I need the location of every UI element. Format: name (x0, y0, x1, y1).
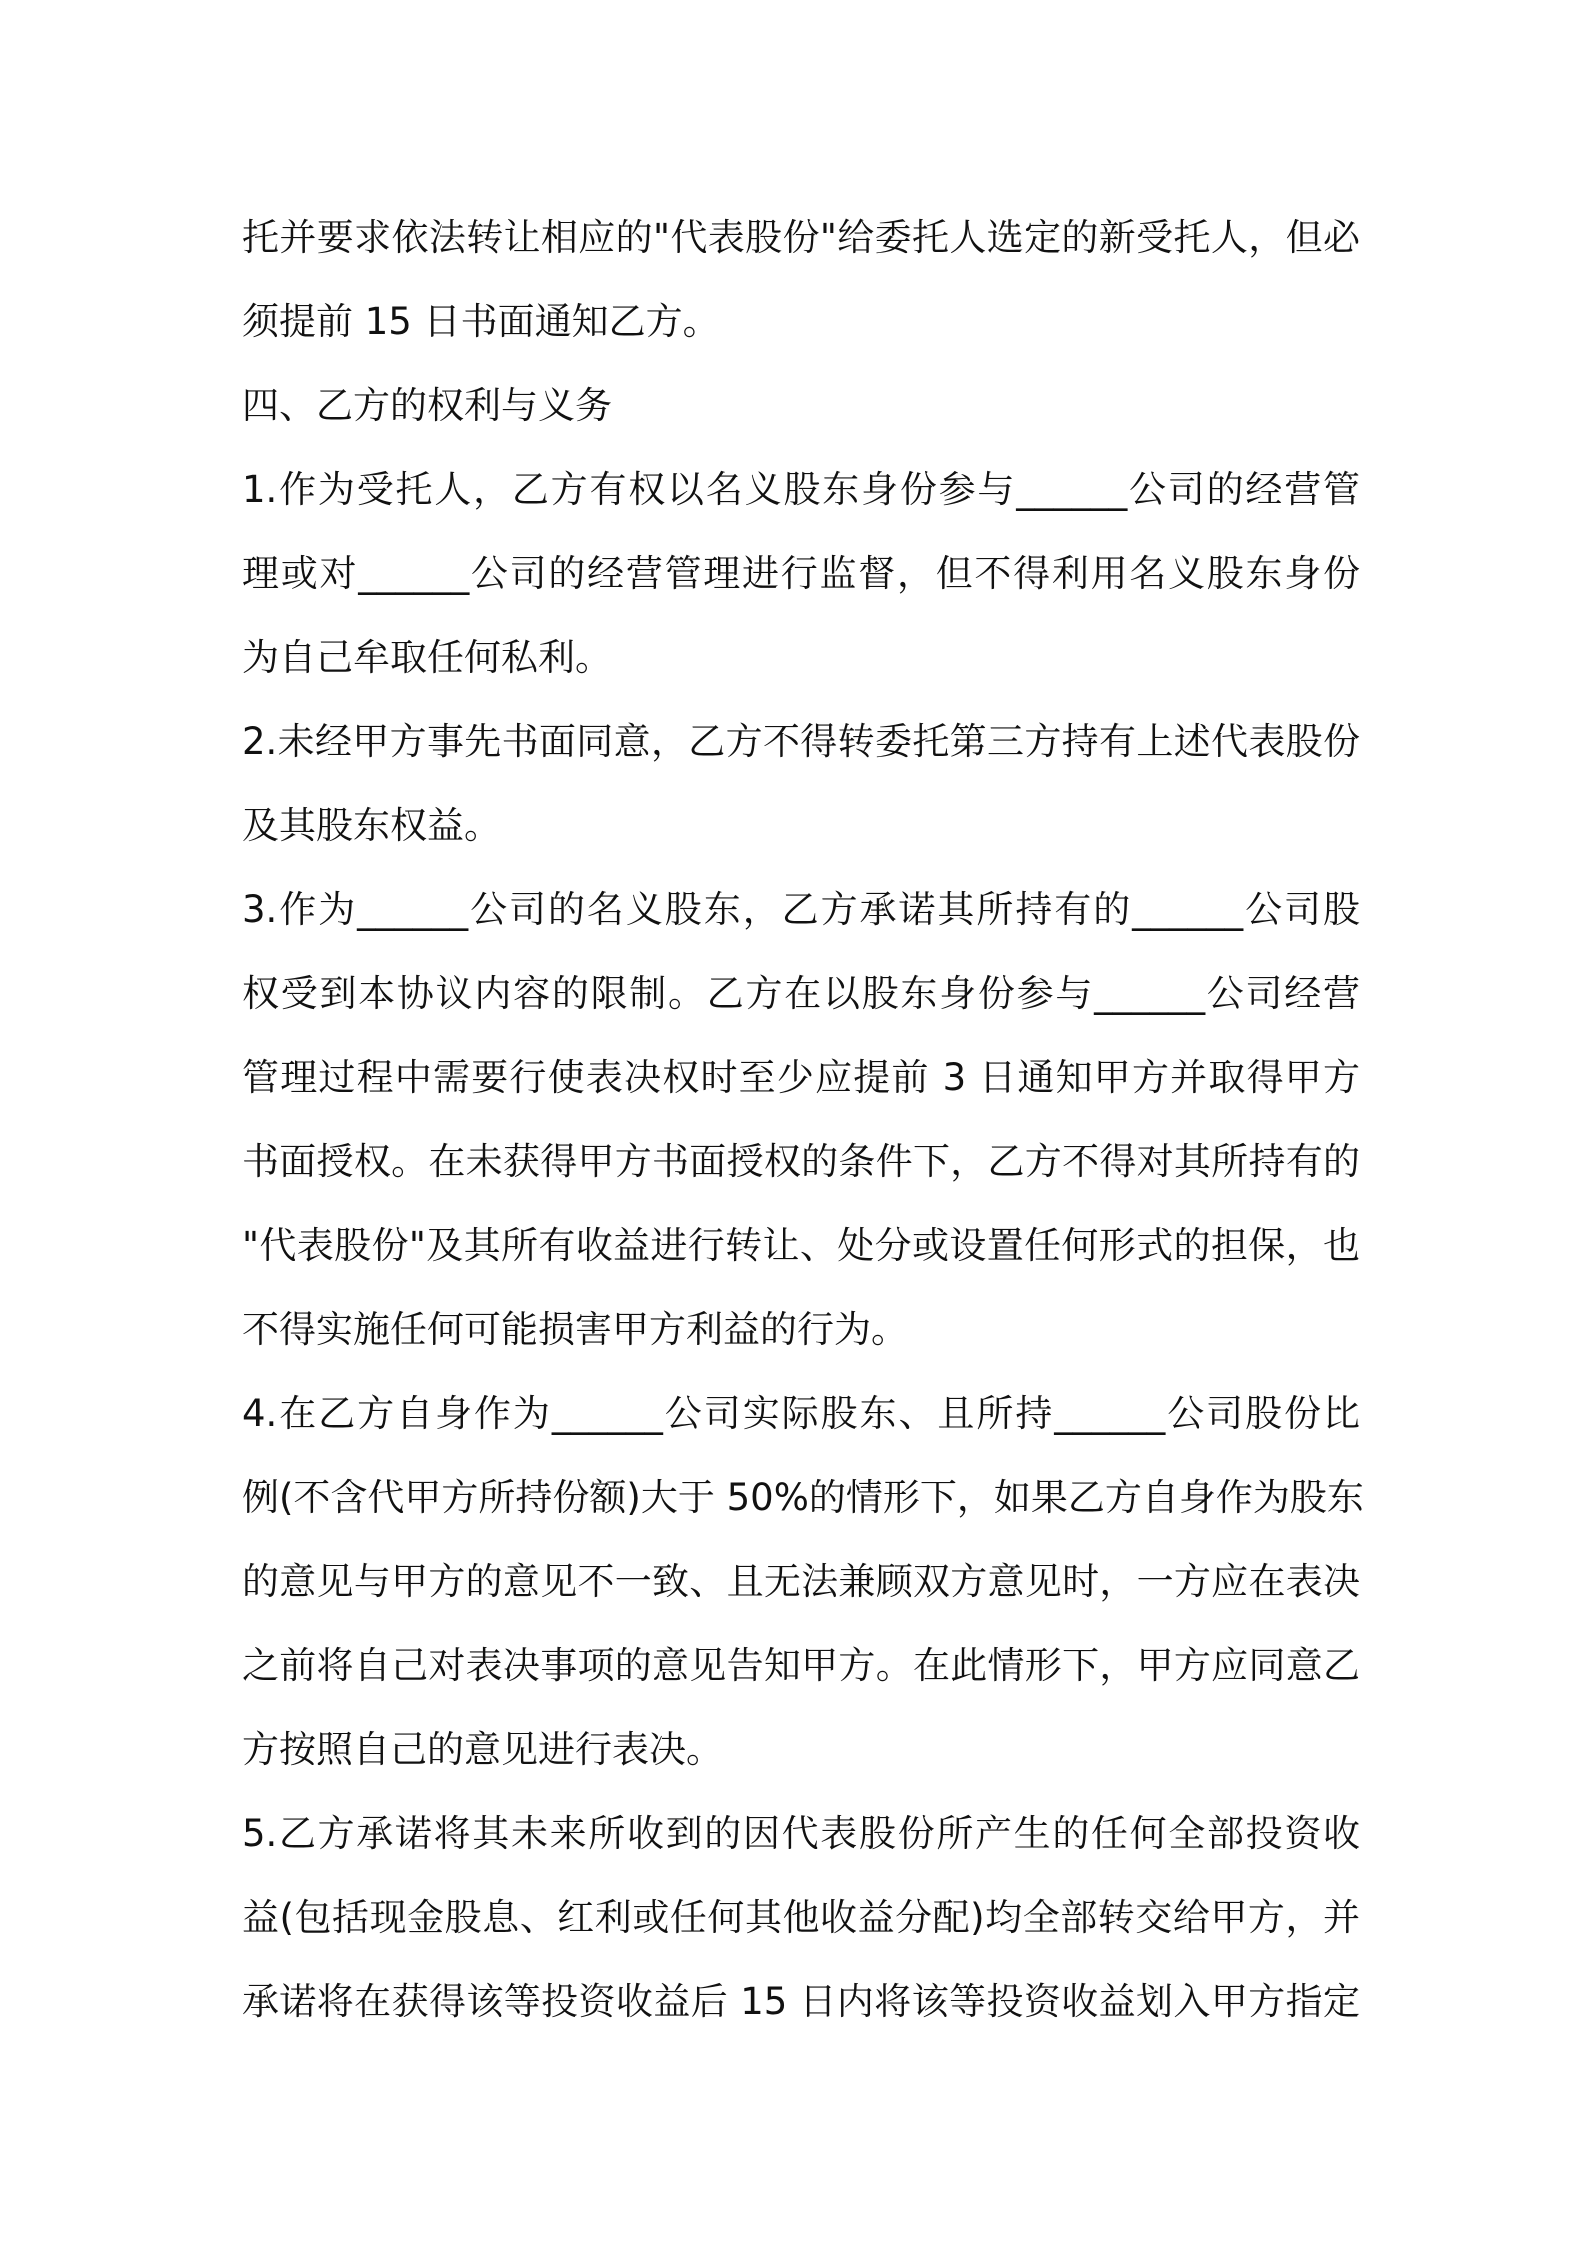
text-line-18: 之前将自己对表决事项的意见告知甲方。在此情形下，甲方应同意乙 (242, 1644, 1360, 1687)
text-line-21: 益(包括现金股息、红利或任何其他收益分配)均全部转交给甲方，并 (242, 1896, 1360, 1939)
text-line-22: 承诺将在获得该等投资收益后 15 日内将该等投资收益划入甲方指定 (242, 1980, 1360, 2023)
text-line-9: 3.作为______公司的名义股东，乙方承诺其所持有的______公司股 (242, 888, 1360, 931)
text-line-20: 5.乙方承诺将其未来所收到的因代表股份所产生的任何全部投资收 (242, 1812, 1360, 1855)
text-line-12: 书面授权。在未获得甲方书面授权的条件下，乙方不得对其所持有的 (242, 1140, 1360, 1183)
text-line-7: 2.未经甲方事先书面同意，乙方不得转委托第三方持有上述代表股份 (242, 720, 1360, 763)
text-line-8: 及其股东权益。 (242, 804, 501, 847)
text-line-1: 托并要求依法转让相应的"代表股份"给委托人选定的新受托人，但必 (242, 216, 1360, 259)
text-line-19: 方按照自己的意见进行表决。 (242, 1728, 723, 1771)
text-line-15: 4.在乙方自身作为______公司实际股东、且所持______公司股份比 (242, 1392, 1360, 1435)
text-line-10: 权受到本协议内容的限制。乙方在以股东身份参与______公司经营 (242, 972, 1360, 1015)
text-line-16: 例(不含代甲方所持份额)大于 50%的情形下，如果乙方自身作为股东 (242, 1476, 1364, 1519)
text-line-11: 管理过程中需要行使表决权时至少应提前 3 日通知甲方并取得甲方 (242, 1056, 1360, 1099)
text-line-5: 理或对______公司的经营管理进行监督，但不得利用名义股东身份 (242, 552, 1360, 595)
text-line-2: 须提前 15 日书面通知乙方。 (242, 300, 720, 343)
text-line-4: 1.作为受托人，乙方有权以名义股东身份参与______公司的经营管 (242, 468, 1360, 511)
text-line-13: "代表股份"及其所有收益进行转让、处分或设置任何形式的担保，也 (242, 1224, 1360, 1267)
section-heading: 四、乙方的权利与义务 (242, 384, 612, 427)
document-body (242, 196, 1364, 2044)
text-line-14: 不得实施任何可能损害甲方利益的行为。 (242, 1308, 908, 1351)
text-line-6: 为自己牟取任何私利。 (242, 636, 612, 679)
text-line-17: 的意见与甲方的意见不一致、且无法兼顾双方意见时，一方应在表决 (242, 1560, 1360, 1603)
